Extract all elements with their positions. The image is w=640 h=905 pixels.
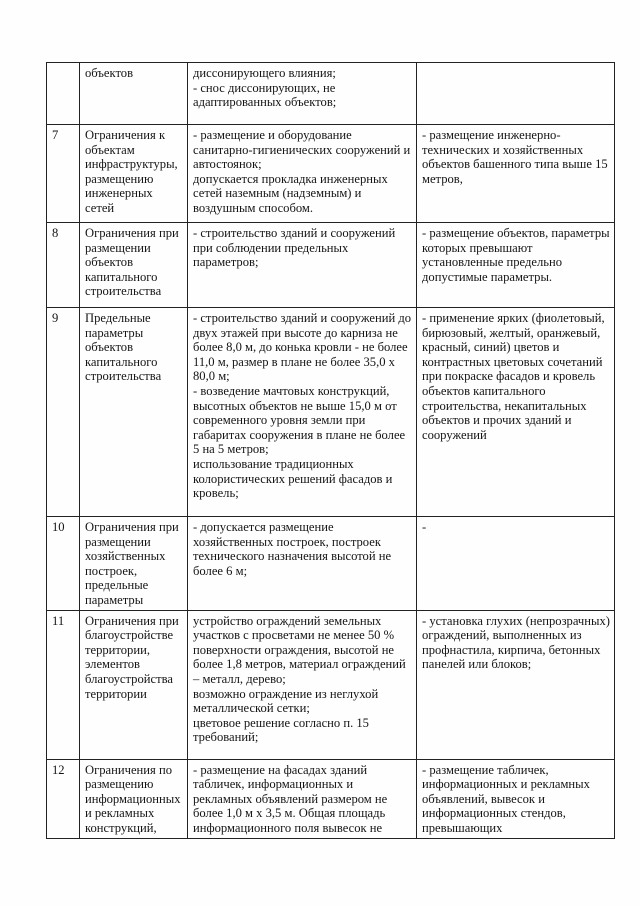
restrictions-table: [46, 62, 615, 839]
prohibited-cell: - размещение табличек, информационных и рекламных объявлений, вывесок и информационных стендов, превышающих: [417, 759, 615, 838]
restriction-name: Ограничения при размещении хозяйственных построек, предельные параметры: [80, 517, 188, 611]
allowed-cell: - строительство зданий и сооружений при соблюдении предельных параметров;: [188, 223, 417, 308]
allowed-cell: - размещение на фасадах зданий табличек, информационных и рекламных объявлений размером не более 1,0 м х 3,5 м. Общая площадь информационного поля вывесок не: [188, 759, 417, 838]
prohibited-cell: - установка глухих (непрозрачных) ограждений, выполненных из профнастила, кирпича, бетонных панелей или блоков;: [417, 610, 615, 759]
allowed-cell: - допускается размещение хозяйственных построек, построек технического назначения высотой не более 6 м;: [188, 517, 417, 611]
row-number: 12: [47, 759, 80, 838]
table-row: [47, 308, 615, 517]
allowed-cell: устройство ограждений земельных участков с просветами не менее 50 % поверхности ограждения, высотой не более 1,8 метров, материал ограждений – металл, дерево; возможно ограждение из неглухой металлической сетки; цветовое решение согласно п. 15 требований;: [188, 610, 417, 759]
restriction-name: Ограничения по размещению информационных и рекламных конструкций,: [80, 759, 188, 838]
restriction-name: Ограничения при размещении объектов капитального строительства: [80, 223, 188, 308]
prohibited-cell: - размещение объектов, параметры которых превышают установленные предельно допустимые параметры.: [417, 223, 615, 308]
row-number: 11: [47, 610, 80, 759]
allowed-cell: - размещение и оборудование санитарно-гигиенических сооружений и автостоянок; допускается прокладка инженерных сетей наземным (надземным) и воздушным способом.: [188, 125, 417, 223]
table-row: [47, 223, 615, 308]
table-row: [47, 63, 615, 125]
restriction-name: Ограничения при благоустройстве территории, элементов благоустройства территории: [80, 610, 188, 759]
row-number: 10: [47, 517, 80, 611]
allowed-cell: диссонирующего влияния; - снос диссонирующих, не адаптированных объектов;: [188, 63, 417, 125]
restriction-name: Предельные параметры объектов капитального строительства: [80, 308, 188, 517]
table-row: [47, 610, 615, 759]
row-number: 9: [47, 308, 80, 517]
table-row: [47, 759, 615, 838]
table-row: [47, 517, 615, 611]
prohibited-cell: - размещение инженерно-технических и хозяйственных объектов башенного типа выше 15 метров,: [417, 125, 615, 223]
prohibited-cell: - применение ярких (фиолетовый, бирюзовый, желтый, оранжевый, красный, синий) цветов и контрастных цветовых сочетаний при покраске фасадов и кровель объектов капитального строительства, некапитальных объектов и прочих зданий и сооружений: [417, 308, 615, 517]
row-number: 7: [47, 125, 80, 223]
row-number: 8: [47, 223, 80, 308]
prohibited-cell: [417, 63, 615, 125]
prohibited-cell: -: [417, 517, 615, 611]
allowed-cell: - строительство зданий и сооружений до двух этажей при высоте до карниза не более 8,0 м, до конька кровли - не более 11,0 м, размер в плане не более 35,0 х 80,0 м; - возведение мачтовых конструкций, высотных объектов не выше 15,0 м от современного уровня земли при габаритах сооружения в плане не более 5 на 5 метров; использование традиционных колористических решений фасадов и кровель;: [188, 308, 417, 517]
restriction-name: объектов: [80, 63, 188, 125]
row-number: [47, 63, 80, 125]
table-row: [47, 125, 615, 223]
restriction-name: Ограничения к объектам инфраструктуры, размещению инженерных сетей: [80, 125, 188, 223]
